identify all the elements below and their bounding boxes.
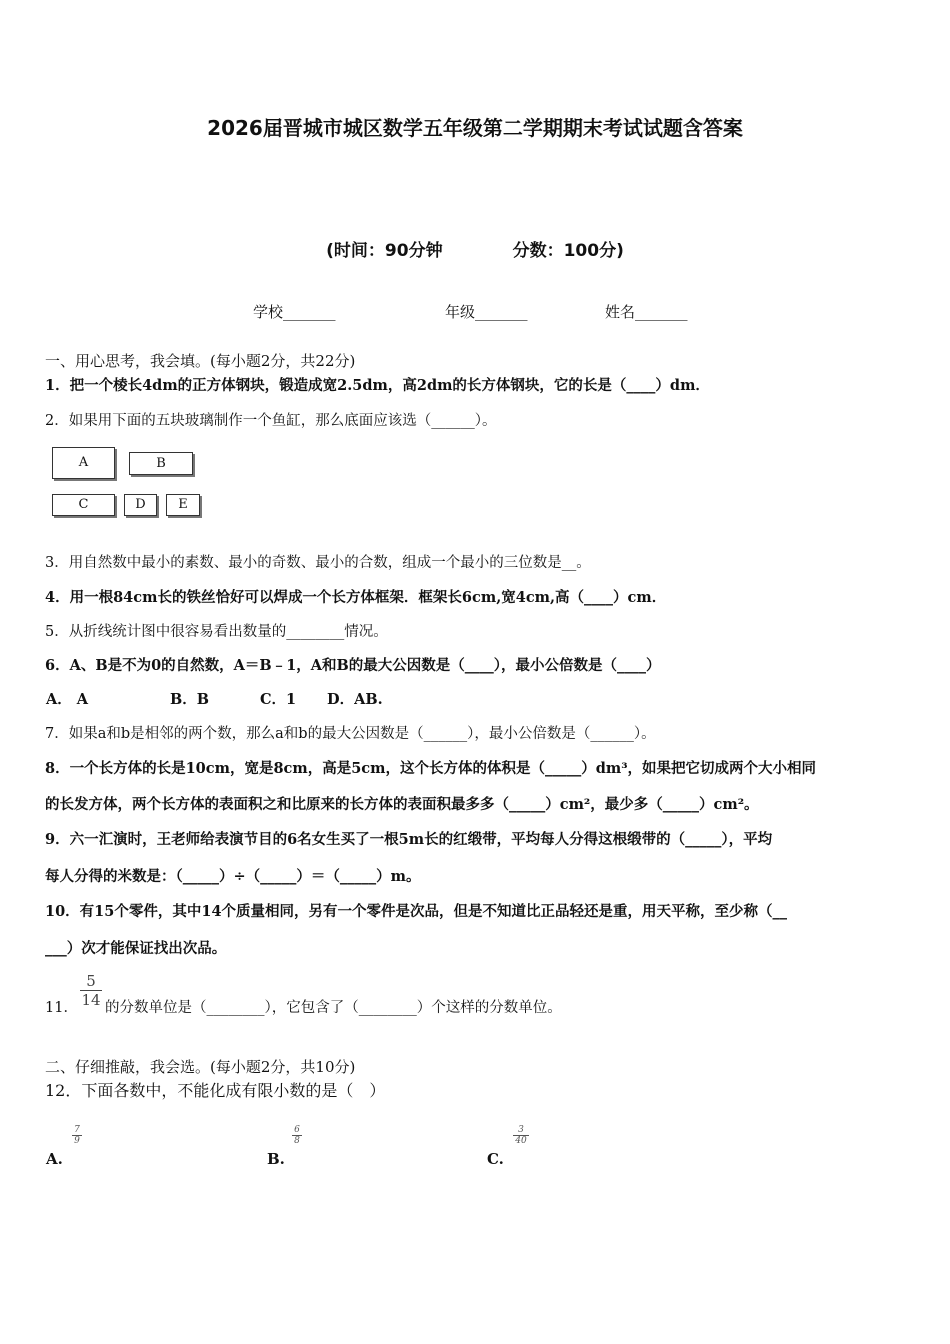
question-2: 2．如果用下面的五块玻璃制作一个鱼缸，那么底面应该选（______）。 <box>45 413 497 429</box>
q12-option-a-numerator: 7 <box>74 1125 80 1135</box>
exam-meta <box>0 236 950 261</box>
section-2-heading: 二、仔细推敲，我会选。(每小题2分，共10分) <box>45 1058 356 1076</box>
q6-option-c: C．1 <box>260 691 297 708</box>
q12-option-a-fraction <box>72 1125 82 1146</box>
question-7: 7．如果a和b是相邻的两个数，那么a和b的最大公因数是（______），最小公倍数是（______）。 <box>45 726 656 742</box>
page-title: 2026届晋城市城区数学五年级第二学期期末考试试题含答案 <box>207 116 743 140</box>
q11-fraction <box>80 972 102 1009</box>
section-1-heading: 一、用心思考，我会填。(每小题2分，共22分) <box>45 352 356 370</box>
question-4: 4．用一根84cm长的铁丝恰好可以焊成一个长方体框架．框架长6cm,宽4cm,高（____）cm． <box>45 589 667 606</box>
q11-fraction-denominator: 14 <box>81 991 101 1009</box>
q6-option-a: A． A <box>46 691 89 708</box>
question-6: 6．A、B是不为0的自然数，A＝B﹣1，A和B的最大公因数是（____），最小公倍数是（____） <box>45 657 661 674</box>
question-8-line-2: 的长发方体，两个长方体的表面积之和比原来的长方体的表面积最多多（_____）cm²，最少多（_____）cm²。 <box>45 796 759 813</box>
q12-option-b-label: B. <box>267 1150 285 1168</box>
name-field: 姓名_______ <box>605 303 688 321</box>
time-label: (时间：90分钟 <box>326 241 443 261</box>
question-10-line-1: 10．有15个零件，其中14个质量相同，另有一个零件是次品，但是不知道比正品轻还是重，用天平称，至少称（__ <box>45 903 788 920</box>
q11-fraction-numerator: 5 <box>86 972 96 990</box>
glass-piece-a: A <box>52 447 115 479</box>
glass-piece-e: E <box>166 494 200 516</box>
question-11-number: 11． <box>45 1000 78 1016</box>
grade-field: 年级_______ <box>445 303 528 321</box>
question-10-line-2: ___）次才能保证找出次品。 <box>45 940 227 957</box>
q12-option-b-denominator: 8 <box>292 1135 302 1146</box>
score-label: 分数：100分) <box>512 241 624 261</box>
q12-option-b-fraction <box>292 1125 302 1146</box>
glass-piece-b: B <box>129 452 193 475</box>
question-9-line-2: 每人分得的米数是：（_____）÷（_____）＝（_____）m。 <box>45 868 421 885</box>
question-1: 1．把一个棱长4dm的正方体钢块，锻造成宽2.5dm，高2dm的长方体钢块，它的长是（____）dm． <box>45 377 710 394</box>
q12-option-c-denominator: 40 <box>513 1135 529 1146</box>
question-8-line-1: 8．一个长方体的长是10cm，宽是8cm，高是5cm，这个长方体的体积是（_____）dm³，如果把它切成两个大小相同 <box>45 760 817 777</box>
q6-option-b: B．B <box>170 691 210 708</box>
q12-option-a-denominator: 9 <box>72 1135 82 1146</box>
q12-option-b-numerator: 6 <box>294 1125 300 1135</box>
question-9-line-1: 9．六一汇演时，王老师给表演节目的6名女生买了一根5m长的红缎带，平均每人分得这根缎带的（_____），平均 <box>45 831 773 848</box>
question-5: 5．从折线统计图中很容易看出数量的________情况。 <box>45 624 388 640</box>
school-field: 学校_______ <box>253 303 336 321</box>
q6-option-d: D．AB. <box>327 691 383 708</box>
question-11-text: 的分数单位是（________），它包含了（________）个这样的分数单位。 <box>105 1000 562 1016</box>
glass-piece-d: D <box>124 494 157 516</box>
q12-option-a-label: A. <box>46 1150 63 1168</box>
q12-option-c-label: C. <box>487 1150 504 1168</box>
question-12: 12．下面各数中，不能化成有限小数的是（ ） <box>45 1081 386 1100</box>
question-3: 3．用自然数中最小的素数、最小的奇数、最小的合数，组成一个最小的三位数是__。 <box>45 555 591 571</box>
q12-option-c-fraction <box>513 1125 529 1146</box>
q12-option-c-numerator: 3 <box>518 1125 524 1135</box>
glass-piece-c: C <box>52 494 115 516</box>
